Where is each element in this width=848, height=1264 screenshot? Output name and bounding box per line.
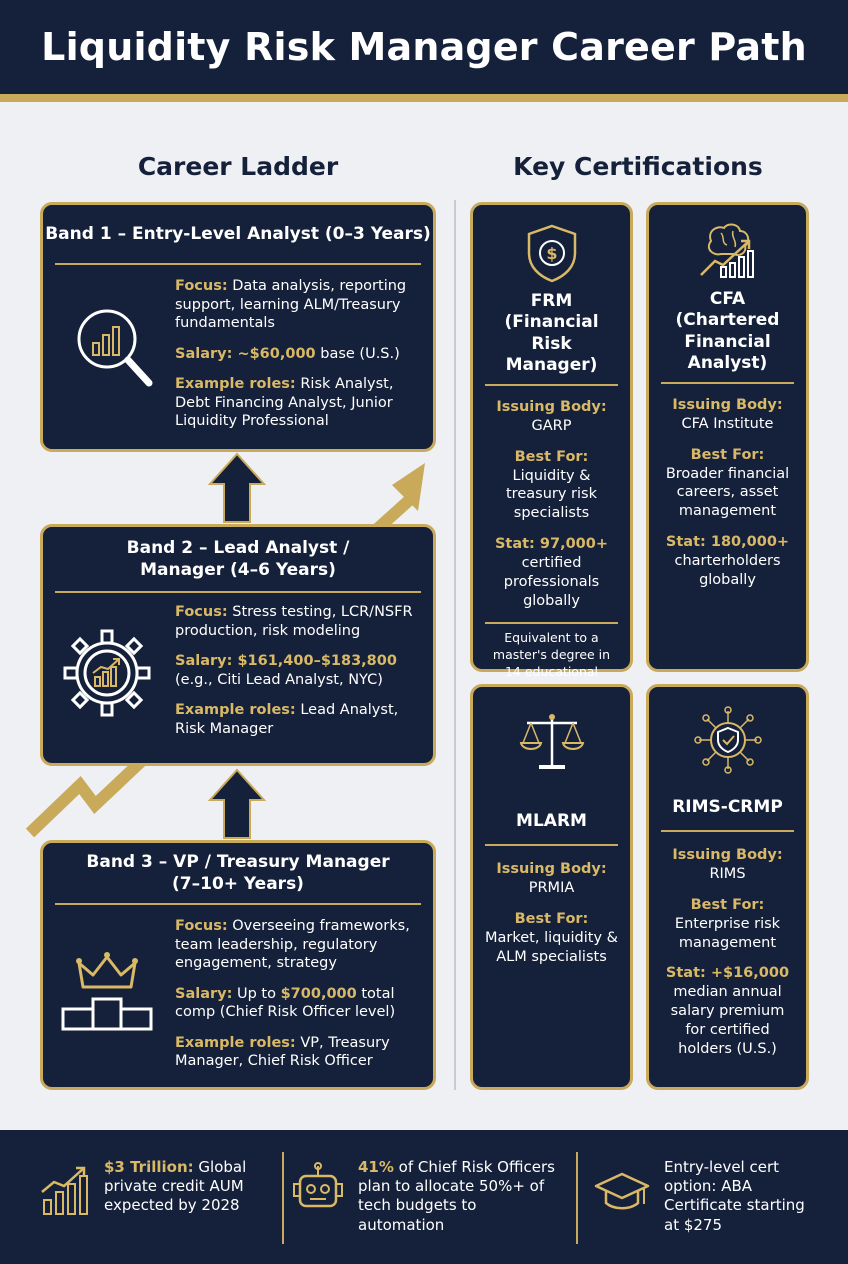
balance-scale-icon bbox=[485, 711, 618, 773]
footer-stat-aba-certificate bbox=[664, 1158, 824, 1235]
band-1-details bbox=[175, 277, 423, 443]
band-2-focus bbox=[175, 603, 423, 640]
cert-card-mlarm bbox=[470, 684, 633, 1090]
cert-stat bbox=[661, 533, 794, 590]
cert-name-cfa: CFA (Chartered Financial Analyst) bbox=[675, 289, 780, 373]
band-1-focus bbox=[175, 277, 423, 333]
stat-highlight: 41% bbox=[358, 1158, 394, 1176]
shield-dollar-icon bbox=[485, 223, 618, 283]
issuer-label: Issuing Body: bbox=[672, 847, 783, 864]
cert-card-cfa bbox=[646, 202, 809, 672]
cert-rule bbox=[661, 382, 794, 384]
cert-best-for bbox=[661, 896, 794, 953]
stat-value: median annual salary premium for certified holders (U.S.) bbox=[670, 984, 785, 1057]
cert-note-frm: Equivalent to a master's degree in 14 educational bbox=[492, 630, 611, 680]
crown-podium-icon bbox=[59, 949, 155, 1039]
issuer-label: Issuing Body: bbox=[672, 397, 783, 413]
cert-issuer bbox=[485, 398, 618, 436]
roles-label: Example roles: bbox=[175, 702, 296, 719]
band-3-rule bbox=[55, 903, 421, 905]
focus-text: Overseeing frameworks, team leadership, regulatory engagement, strategy bbox=[175, 918, 410, 972]
cert-best-for bbox=[485, 910, 618, 967]
arrow-up-band2-to-band1 bbox=[206, 452, 268, 524]
cert-best-for bbox=[661, 446, 794, 521]
stat-label: Stat: +$16,000 bbox=[665, 965, 790, 982]
cert-stat bbox=[661, 964, 794, 1058]
focus-text: Stress testing, LCR/NSFR production, risk modeling bbox=[175, 604, 413, 639]
band-1-roles bbox=[175, 375, 423, 431]
arrow-up-band3-to-band2 bbox=[206, 768, 268, 840]
band-1-card bbox=[40, 202, 436, 452]
stat-value: charterholders globally bbox=[674, 552, 781, 588]
cert-body-frm bbox=[485, 398, 618, 610]
magnifier-chart-icon bbox=[73, 305, 155, 401]
best-for-value: Enterprise risk management bbox=[674, 915, 781, 951]
footer-divider bbox=[282, 1152, 284, 1244]
focus-label: Focus: bbox=[175, 918, 228, 934]
focus-label: Focus: bbox=[175, 278, 228, 294]
roles-text: Risk Analyst, Debt Financing Analyst, Junior Liquidity Professional bbox=[175, 376, 394, 430]
robot-icon bbox=[292, 1162, 344, 1224]
salary-prefix: Up to bbox=[232, 985, 281, 1002]
stat-text: Global private credit AUM expected by 2028 bbox=[104, 1158, 247, 1215]
salary-value: $161,400–$183,800 bbox=[232, 653, 397, 670]
band-3-focus bbox=[175, 917, 423, 973]
stat-text: Entry-level cert option: ABA Certificate starting at $275 bbox=[664, 1158, 805, 1234]
band-1-title: Band 1 – Entry-Level Analyst (0–3 Years) bbox=[45, 224, 431, 244]
cert-issuer bbox=[661, 846, 794, 884]
salary-value: ~$60,000 bbox=[232, 345, 316, 362]
footer-stat-private-credit bbox=[104, 1158, 274, 1216]
column-divider bbox=[454, 200, 456, 1090]
issuer-label: Issuing Body: bbox=[496, 399, 607, 415]
issuer-value: GARP bbox=[531, 417, 572, 434]
cert-rule bbox=[661, 830, 794, 832]
stat-highlight: $3 Trillion: bbox=[104, 1158, 194, 1176]
best-for-label: Best For: bbox=[690, 446, 765, 463]
cert-body-rims-crmp bbox=[661, 846, 794, 1058]
gear-chart-icon bbox=[61, 627, 153, 723]
salary-label: Salary: bbox=[175, 345, 233, 362]
stat-label: Stat: 97,000+ bbox=[494, 536, 609, 553]
salary-text: base (U.S.) bbox=[315, 345, 400, 362]
brain-growth-icon bbox=[661, 219, 794, 281]
cert-issuer bbox=[485, 860, 618, 898]
band-1-rule bbox=[55, 263, 421, 265]
band-2-roles bbox=[175, 701, 423, 738]
band-2-title: Band 2 – Lead Analyst / Manager (4–6 Years) bbox=[126, 538, 350, 581]
header-banner bbox=[0, 0, 848, 102]
band-3-salary bbox=[175, 985, 423, 1022]
issuer-value: CFA Institute bbox=[681, 415, 774, 432]
roles-label: Example roles: bbox=[175, 1034, 296, 1051]
best-for-value: Broader financial careers, asset management bbox=[665, 465, 790, 520]
cert-stat bbox=[485, 535, 618, 610]
best-for-label: Best For: bbox=[690, 896, 765, 913]
issuer-value: RIMS bbox=[709, 866, 746, 883]
stat-text: of Chief Risk Officers plan to allocate 50%+ of tech budgets to automation bbox=[358, 1158, 555, 1234]
footer-stat-cro-automation bbox=[358, 1158, 566, 1235]
roles-text: Lead Analyst, Risk Manager bbox=[175, 702, 399, 737]
cert-name-mlarm: MLARM bbox=[516, 811, 587, 831]
cert-rule bbox=[485, 622, 618, 624]
stat-label: Stat: 180,000+ bbox=[665, 534, 790, 551]
salary-text: total comp (Chief Risk Officer level) bbox=[175, 985, 396, 1021]
best-for-value: Market, liquidity & ALM specialists bbox=[485, 929, 618, 965]
best-for-value: Liquidity & treasury risk specialists bbox=[506, 467, 597, 522]
band-3-roles bbox=[175, 1034, 423, 1071]
focus-text: Data analysis, reporting support, learning ALM/Treasury fundamentals bbox=[175, 278, 407, 332]
cert-rule bbox=[485, 384, 618, 386]
band-2-details bbox=[175, 603, 423, 750]
band-3-title: Band 3 – VP / Treasury Manager (7–10+ Years) bbox=[86, 852, 390, 895]
cert-best-for bbox=[485, 448, 618, 523]
cert-body-cfa bbox=[661, 396, 794, 590]
stat-value: certified professionals globally bbox=[503, 554, 600, 609]
graduation-cap-icon bbox=[594, 1170, 650, 1218]
cert-name-frm: FRM (Financial Risk Manager) bbox=[504, 291, 599, 375]
issuer-label: Issuing Body: bbox=[496, 861, 607, 878]
band-3-card bbox=[40, 840, 436, 1090]
roles-label: Example roles: bbox=[175, 376, 296, 393]
roles-text: VP, Treasury Manager, Chief Risk Officer bbox=[175, 1034, 390, 1070]
salary-value: $700,000 bbox=[280, 985, 357, 1002]
salary-text: (e.g., Citi Lead Analyst, NYC) bbox=[175, 671, 383, 688]
band-3-details bbox=[175, 917, 423, 1083]
footer-stats-bar bbox=[0, 1130, 848, 1264]
career-ladder-heading: Career Ladder bbox=[137, 152, 339, 181]
cert-card-rims-crmp bbox=[646, 684, 809, 1090]
salary-label: Salary: bbox=[175, 653, 233, 670]
band-1-salary bbox=[175, 345, 423, 364]
focus-label: Focus: bbox=[175, 604, 228, 620]
cert-issuer bbox=[661, 396, 794, 434]
best-for-label: Best For: bbox=[514, 448, 589, 465]
cert-card-frm bbox=[470, 202, 633, 680]
svg-text:$: $ bbox=[545, 244, 558, 263]
cert-body-mlarm bbox=[485, 860, 618, 966]
growth-chart-icon bbox=[38, 1164, 92, 1222]
salary-label: Salary: bbox=[175, 985, 233, 1002]
cert-name-rims-crmp: RIMS-CRMP bbox=[672, 797, 783, 817]
cert-rule bbox=[485, 844, 618, 846]
band-2-rule bbox=[55, 591, 421, 593]
band-2-salary bbox=[175, 652, 423, 689]
band-2-card bbox=[40, 524, 436, 766]
page-title: Liquidity Risk Manager Career Path bbox=[41, 25, 807, 69]
issuer-value: PRMIA bbox=[528, 880, 575, 897]
best-for-label: Best For: bbox=[514, 910, 589, 927]
key-certifications-heading: Key Certifications bbox=[513, 152, 763, 181]
shield-network-icon bbox=[661, 705, 794, 775]
footer-divider bbox=[576, 1152, 578, 1244]
